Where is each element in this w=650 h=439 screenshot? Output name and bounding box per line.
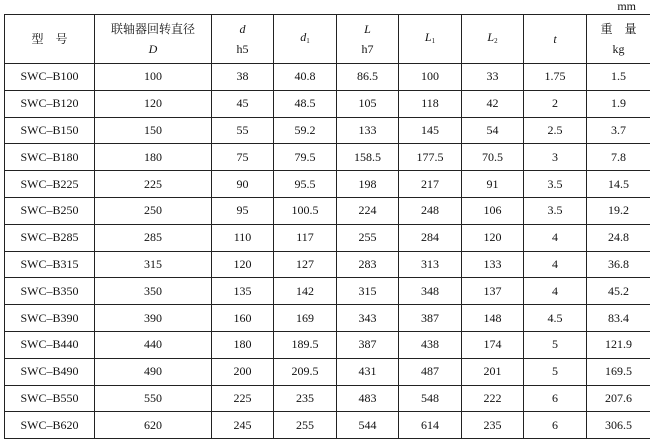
cell-t: 4 — [524, 278, 587, 305]
cell-L2: 91 — [462, 171, 524, 198]
cell-model: SWC–B315 — [5, 251, 95, 278]
cell-model: SWC–B390 — [5, 305, 95, 332]
cell-t: 5 — [524, 358, 587, 385]
cell-d: 75 — [212, 144, 274, 171]
spec-table — [4, 14, 650, 439]
cell-L: 86.5 — [337, 64, 399, 91]
cell-d: 160 — [212, 305, 274, 332]
cell-t: 4 — [524, 224, 587, 251]
cell-rotation-diameter: 250 — [95, 197, 212, 224]
cell-L2: 201 — [462, 358, 524, 385]
cell-weight: 306.5 — [587, 412, 650, 439]
cell-rotation-diameter: 120 — [95, 90, 212, 117]
header-d: d h5 — [212, 15, 274, 64]
cell-d1: 117 — [274, 224, 337, 251]
cell-L2: 54 — [462, 117, 524, 144]
cell-model: SWC–B250 — [5, 197, 95, 224]
cell-L: 483 — [337, 385, 399, 412]
cell-L: 198 — [337, 171, 399, 198]
header-L1: $L_1$ — [399, 15, 462, 64]
header-weight: 重 量 kg — [587, 15, 650, 64]
cell-weight: 3.7 — [587, 117, 650, 144]
table-row — [5, 197, 650, 224]
cell-L: 224 — [337, 197, 399, 224]
cell-L2: 42 — [462, 90, 524, 117]
cell-L1: 248 — [399, 197, 462, 224]
cell-rotation-diameter: 180 — [95, 144, 212, 171]
unit-label: mm — [617, 0, 636, 12]
cell-L2: 106 — [462, 197, 524, 224]
cell-t: 3.5 — [524, 197, 587, 224]
cell-weight: 19.2 — [587, 197, 650, 224]
table-row — [5, 251, 650, 278]
cell-L1: 438 — [399, 331, 462, 358]
cell-t: 6 — [524, 385, 587, 412]
cell-L1: 145 — [399, 117, 462, 144]
cell-L1: 118 — [399, 90, 462, 117]
cell-weight: 1.5 — [587, 64, 650, 91]
cell-model: SWC–B120 — [5, 90, 95, 117]
cell-d: 200 — [212, 358, 274, 385]
cell-d1: 59.2 — [274, 117, 337, 144]
cell-d: 135 — [212, 278, 274, 305]
cell-L1: 217 — [399, 171, 462, 198]
cell-d: 45 — [212, 90, 274, 117]
cell-rotation-diameter: 150 — [95, 117, 212, 144]
cell-weight: 121.9 — [587, 331, 650, 358]
table-row — [5, 64, 650, 91]
cell-t: 1.75 — [524, 64, 587, 91]
cell-L: 133 — [337, 117, 399, 144]
cell-t: 4.5 — [524, 305, 587, 332]
header-row — [5, 15, 650, 64]
cell-L: 315 — [337, 278, 399, 305]
cell-t: 2.5 — [524, 117, 587, 144]
cell-L: 387 — [337, 331, 399, 358]
cell-d: 245 — [212, 412, 274, 439]
cell-t: 4 — [524, 251, 587, 278]
table-row — [5, 171, 650, 198]
header-L: L h7 — [337, 15, 399, 64]
cell-t: 2 — [524, 90, 587, 117]
cell-t: 3.5 — [524, 171, 587, 198]
cell-weight: 36.8 — [587, 251, 650, 278]
cell-rotation-diameter: 550 — [95, 385, 212, 412]
cell-d: 38 — [212, 64, 274, 91]
table-row — [5, 358, 650, 385]
header-rotation-diameter: 联轴器回转直径 D — [95, 15, 212, 64]
cell-L1: 348 — [399, 278, 462, 305]
cell-d1: 79.5 — [274, 144, 337, 171]
table-row — [5, 278, 650, 305]
cell-d: 95 — [212, 197, 274, 224]
cell-weight: 83.4 — [587, 305, 650, 332]
cell-L: 105 — [337, 90, 399, 117]
cell-weight: 24.8 — [587, 224, 650, 251]
cell-L2: 70.5 — [462, 144, 524, 171]
cell-d1: 169 — [274, 305, 337, 332]
cell-d1: 209.5 — [274, 358, 337, 385]
cell-L: 283 — [337, 251, 399, 278]
cell-L2: 235 — [462, 412, 524, 439]
table-row — [5, 224, 650, 251]
cell-model: SWC–B440 — [5, 331, 95, 358]
cell-model: SWC–B180 — [5, 144, 95, 171]
cell-rotation-diameter: 440 — [95, 331, 212, 358]
cell-model: SWC–B490 — [5, 358, 95, 385]
cell-d1: 235 — [274, 385, 337, 412]
cell-L2: 133 — [462, 251, 524, 278]
cell-L1: 614 — [399, 412, 462, 439]
cell-d: 180 — [212, 331, 274, 358]
cell-rotation-diameter: 285 — [95, 224, 212, 251]
cell-model: SWC–B350 — [5, 278, 95, 305]
cell-rotation-diameter: 390 — [95, 305, 212, 332]
cell-weight: 169.5 — [587, 358, 650, 385]
cell-L1: 100 — [399, 64, 462, 91]
cell-d1: 142 — [274, 278, 337, 305]
table-row — [5, 117, 650, 144]
cell-rotation-diameter: 100 — [95, 64, 212, 91]
cell-weight: 1.9 — [587, 90, 650, 117]
cell-L1: 387 — [399, 305, 462, 332]
cell-L1: 487 — [399, 358, 462, 385]
cell-rotation-diameter: 315 — [95, 251, 212, 278]
cell-rotation-diameter: 490 — [95, 358, 212, 385]
cell-t: 3 — [524, 144, 587, 171]
table-row — [5, 144, 650, 171]
cell-weight: 207.6 — [587, 385, 650, 412]
cell-t: 5 — [524, 331, 587, 358]
cell-L2: 148 — [462, 305, 524, 332]
cell-d1: 48.5 — [274, 90, 337, 117]
table-row — [5, 331, 650, 358]
cell-rotation-diameter: 350 — [95, 278, 212, 305]
table-row — [5, 412, 650, 439]
cell-model: SWC–B620 — [5, 412, 95, 439]
cell-d: 110 — [212, 224, 274, 251]
cell-d1: 40.8 — [274, 64, 337, 91]
cell-d: 120 — [212, 251, 274, 278]
cell-L2: 222 — [462, 385, 524, 412]
cell-rotation-diameter: 620 — [95, 412, 212, 439]
cell-model: SWC–B150 — [5, 117, 95, 144]
cell-L1: 284 — [399, 224, 462, 251]
cell-rotation-diameter: 225 — [95, 171, 212, 198]
cell-d: 225 — [212, 385, 274, 412]
cell-model: SWC–B225 — [5, 171, 95, 198]
cell-weight: 7.8 — [587, 144, 650, 171]
cell-weight: 45.2 — [587, 278, 650, 305]
cell-L2: 174 — [462, 331, 524, 358]
cell-L: 431 — [337, 358, 399, 385]
header-model: 型 号 — [5, 15, 95, 64]
cell-d1: 255 — [274, 412, 337, 439]
cell-d1: 127 — [274, 251, 337, 278]
cell-d1: 100.5 — [274, 197, 337, 224]
cell-L2: 137 — [462, 278, 524, 305]
cell-d: 90 — [212, 171, 274, 198]
cell-L1: 313 — [399, 251, 462, 278]
cell-L: 343 — [337, 305, 399, 332]
header-t: t — [524, 15, 587, 64]
cell-L: 544 — [337, 412, 399, 439]
cell-weight: 14.5 — [587, 171, 650, 198]
cell-L2: 120 — [462, 224, 524, 251]
cell-L1: 548 — [399, 385, 462, 412]
header-d1: $d_1$ — [274, 15, 337, 64]
cell-t: 6 — [524, 412, 587, 439]
cell-L1: 177.5 — [399, 144, 462, 171]
cell-d: 55 — [212, 117, 274, 144]
cell-L2: 33 — [462, 64, 524, 91]
cell-model: SWC–B550 — [5, 385, 95, 412]
cell-L: 255 — [337, 224, 399, 251]
cell-d1: 95.5 — [274, 171, 337, 198]
table-row — [5, 90, 650, 117]
header-L2: $L_2$ — [462, 15, 524, 64]
table-row — [5, 305, 650, 332]
table-row — [5, 385, 650, 412]
cell-model: SWC–B100 — [5, 64, 95, 91]
cell-d1: 189.5 — [274, 331, 337, 358]
cell-model: SWC–B285 — [5, 224, 95, 251]
cell-L: 158.5 — [337, 144, 399, 171]
